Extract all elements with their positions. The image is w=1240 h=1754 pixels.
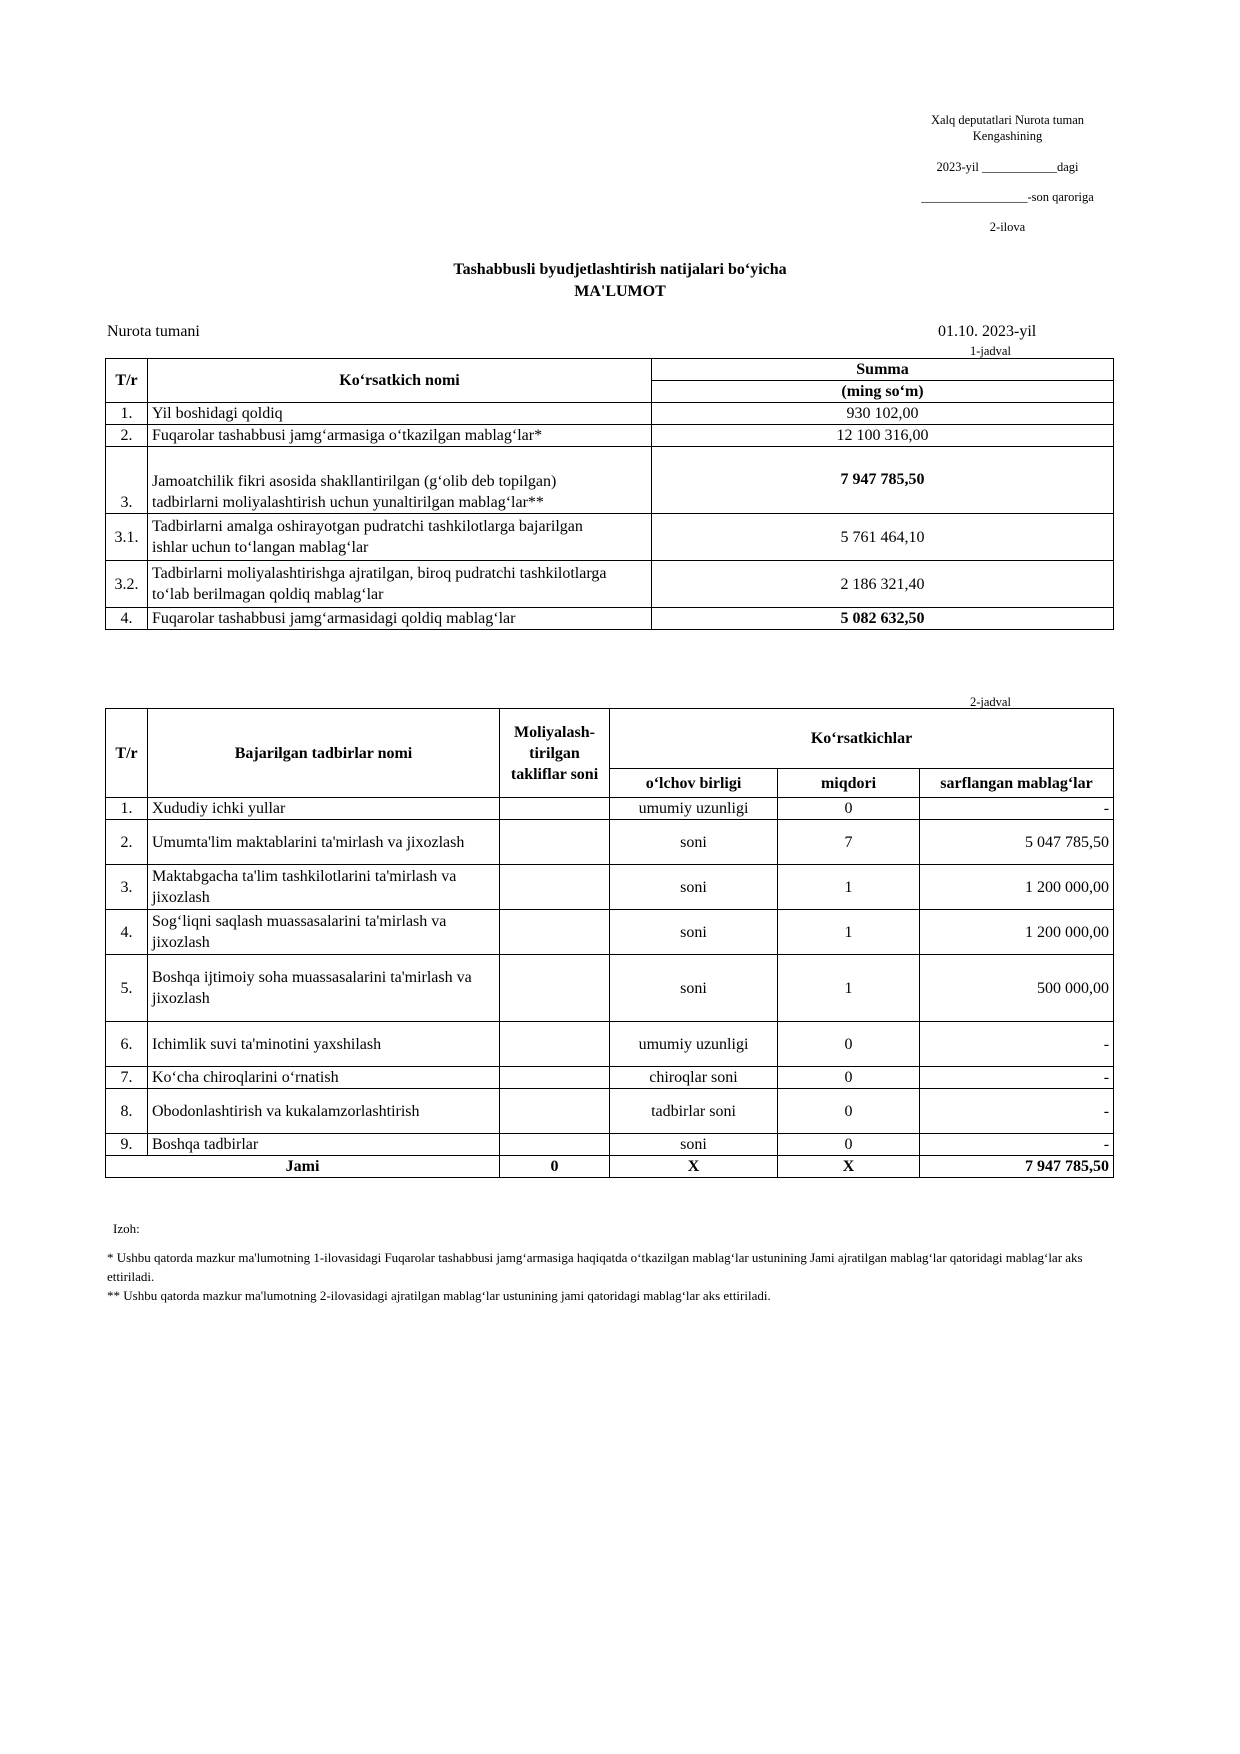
row-proposals	[500, 798, 610, 820]
header-line-council: Xalq deputatlari Nurota tuman	[930, 113, 1085, 127]
row-proposals	[500, 1067, 610, 1089]
row-proposals	[500, 955, 610, 1022]
row-qty: 7	[778, 820, 920, 865]
header-line-council-2: Kengashining	[972, 129, 1043, 144]
row-unit: soni	[610, 1134, 778, 1156]
row-qty: 0	[778, 1089, 920, 1134]
row-spent: 1 200 000,00	[920, 910, 1114, 955]
row-name: Boshqa tadbirlar	[148, 1134, 500, 1156]
row-value: 930 102,00	[652, 403, 1114, 425]
table-row	[106, 1089, 1114, 1134]
region-name: Nurota tumani	[107, 323, 200, 340]
row-unit: umumiy uzunligi	[610, 798, 778, 820]
header-line-date: 2023-yil ____________dagi	[936, 159, 1079, 174]
table-row	[106, 1022, 1114, 1067]
row-name: Yil boshidagi qoldiq	[148, 403, 652, 425]
row-name	[148, 447, 652, 514]
table-row	[106, 608, 1114, 630]
table-row	[106, 447, 1114, 514]
summary-table	[105, 358, 1114, 630]
row-name: Maktabgacha ta'lim tashkilotlarini ta'mirlash va jixozlash	[148, 865, 500, 910]
row-number: 8.	[106, 1089, 148, 1134]
row-unit: soni	[610, 865, 778, 910]
table1-label: 1-jadval	[970, 344, 1011, 358]
row-qty: 0	[778, 1134, 920, 1156]
row-number: 1.	[106, 403, 148, 425]
row-number: 5.	[106, 955, 148, 1022]
row-number: 6.	[106, 1022, 148, 1067]
notes-title: Izoh:	[113, 1221, 140, 1236]
row-proposals	[500, 1134, 610, 1156]
table-row	[106, 514, 1114, 561]
row-proposals	[500, 1022, 610, 1067]
table1-header-no: T/r	[106, 359, 148, 403]
table-row	[106, 1067, 1114, 1089]
row-name: Fuqarolar tashabbusi jamg‘armasiga o‘tkazilgan mablag‘lar*	[148, 425, 652, 447]
row-value: 5 082 632,50	[652, 608, 1114, 630]
row-name: Ichimlik suvi ta'minotini yaxshilash	[148, 1022, 500, 1067]
row-name: Fuqarolar tashabbusi jamg‘armasidagi qoldiq mablag‘lar	[148, 608, 652, 630]
table2-header-name: Bajarilgan tadbirlar nomi	[148, 709, 500, 798]
table2-header-qty: miqdori	[778, 769, 920, 798]
total-spent: 7 947 785,50	[920, 1156, 1114, 1178]
row-qty: 1	[778, 865, 920, 910]
table1-header-name: Ko‘rsatkich nomi	[148, 359, 652, 403]
title-line-1: Tashabbusli byudjetlashtirish natijalari bo‘yicha	[453, 261, 787, 278]
table-row	[106, 403, 1114, 425]
total-proposals: 0	[500, 1156, 610, 1178]
row-qty: 0	[778, 1067, 920, 1089]
note-1: * Ushbu qatorda mazkur ma'lumotning 1-ilovasidagi Fuqarolar tashabbusi jamg‘armasiga haqiqatda o‘tkazilgan mablag‘lar ustunining Jami ajratilgan mablag‘lar qatoridagi mablag‘lar aks ettiriladi.	[107, 1250, 1083, 1284]
activities-table	[105, 708, 1114, 1178]
row-value: 7 947 785,50	[652, 447, 1114, 514]
notes-section	[107, 1219, 1117, 1305]
row-name: Obodonlashtirish va kukalamzorlashtirish	[148, 1089, 500, 1134]
row-spent: -	[920, 1134, 1114, 1156]
row-name-line-1: Jamoatchilik fikri asosida shakllantirilgan (g‘olib deb topilgan)	[152, 473, 557, 490]
row-proposals	[500, 820, 610, 865]
table2-header-indicators: Ko‘rsatkichlar	[610, 709, 1114, 769]
row-spent: -	[920, 798, 1114, 820]
title-line-2: MA'LUMOT	[574, 283, 666, 300]
table-row	[106, 955, 1114, 1022]
proposals-line-1: Moliyalash-	[514, 723, 595, 741]
row-number: 3.2.	[106, 561, 148, 608]
header-line-annex: 2-ilova	[989, 220, 1026, 234]
row-number: 3.	[106, 865, 148, 910]
table2-header-proposals	[500, 709, 610, 798]
row-unit: tadbirlar soni	[610, 1089, 778, 1134]
row-qty: 0	[778, 798, 920, 820]
row-number: 2.	[106, 820, 148, 865]
table2-header-no: T/r	[106, 709, 148, 798]
row-qty: 0	[778, 1022, 920, 1067]
proposals-line-2: tirilgan	[529, 744, 580, 762]
row-name	[148, 514, 652, 561]
row-number: 1.	[106, 798, 148, 820]
header-line-decision: _________________-son qaroriga	[921, 189, 1094, 204]
table1-header-unit: (ming so‘m)	[652, 381, 1114, 403]
row-value: 5 761 464,10	[652, 514, 1114, 561]
row-name: Boshqa ijtimoiy soha muassasalarini ta'mirlash va jixozlash	[148, 955, 500, 1022]
row-spent: 5 047 785,50	[920, 820, 1114, 865]
row-number: 3.1.	[106, 514, 148, 561]
row-name-line-1: Tadbirlarni moliyalashtirishga ajratilgan, biroq pudratchi tashkilotlarga	[152, 565, 607, 582]
report-date: 01.10. 2023-yil	[938, 323, 1037, 340]
row-spent: 1 200 000,00	[920, 865, 1114, 910]
document-title	[300, 259, 940, 303]
row-spent: -	[920, 1067, 1114, 1089]
table2-label: 2-jadval	[970, 695, 1011, 709]
approval-header	[905, 112, 1110, 235]
table-row	[106, 910, 1114, 955]
row-number: 3.	[106, 447, 148, 514]
row-number: 7.	[106, 1067, 148, 1089]
row-qty: 1	[778, 955, 920, 1022]
row-number: 9.	[106, 1134, 148, 1156]
row-name-line-2: tadbirlarni moliyalashtirish uchun yunaltirilgan mablag‘lar**	[152, 494, 544, 511]
row-number: 4.	[106, 608, 148, 630]
proposals-line-3: takliflar soni	[510, 765, 599, 783]
row-name: Xududiy ichki yullar	[148, 798, 500, 820]
row-name: Sog‘liqni saqlash muassasalarini ta'mirlash va jixozlash	[148, 910, 500, 955]
row-spent: 500 000,00	[920, 955, 1114, 1022]
table1-header-sum: Summa	[652, 359, 1114, 381]
table-row	[106, 820, 1114, 865]
row-qty: 1	[778, 910, 920, 955]
row-unit: soni	[610, 910, 778, 955]
row-proposals	[500, 1089, 610, 1134]
total-label: Jami	[106, 1156, 500, 1178]
row-unit: soni	[610, 820, 778, 865]
row-name: Ko‘cha chiroqlarini o‘rnatish	[148, 1067, 500, 1089]
table-row	[106, 1134, 1114, 1156]
row-name-line-2: to‘lab berilmagan qoldiq mablag‘lar	[152, 586, 384, 603]
total-unit: X	[610, 1156, 778, 1178]
row-spent: -	[920, 1022, 1114, 1067]
table-row	[106, 561, 1114, 608]
row-unit: soni	[610, 955, 778, 1022]
table2-header-unit: o‘lchov birligi	[610, 769, 778, 798]
row-name: Umumta'lim maktablarini ta'mirlash va jixozlash	[148, 820, 500, 865]
row-proposals	[500, 865, 610, 910]
total-qty: X	[778, 1156, 920, 1178]
row-name-line-2: ishlar uchun to‘langan mablag‘lar	[152, 539, 369, 556]
total-row	[106, 1156, 1114, 1178]
row-unit: umumiy uzunligi	[610, 1022, 778, 1067]
row-proposals	[500, 910, 610, 955]
note-2: ** Ushbu qatorda mazkur ma'lumotning 2-ilovasidagi ajratilgan mablag‘lar ustunining jami qatoridagi mablag‘lar aks ettiriladi.	[107, 1288, 771, 1303]
row-value: 2 186 321,40	[652, 561, 1114, 608]
table-row	[106, 865, 1114, 910]
row-number: 2.	[106, 425, 148, 447]
table2-header-spent: sarflangan mablag‘lar	[920, 769, 1114, 798]
row-name-line-1: Tadbirlarni amalga oshirayotgan pudratchi tashkilotlarga bajarilgan	[152, 518, 583, 535]
row-spent: -	[920, 1089, 1114, 1134]
row-unit: chiroqlar soni	[610, 1067, 778, 1089]
row-number: 4.	[106, 910, 148, 955]
table-row	[106, 798, 1114, 820]
row-name	[148, 561, 652, 608]
row-value: 12 100 316,00	[652, 425, 1114, 447]
table-row	[106, 425, 1114, 447]
